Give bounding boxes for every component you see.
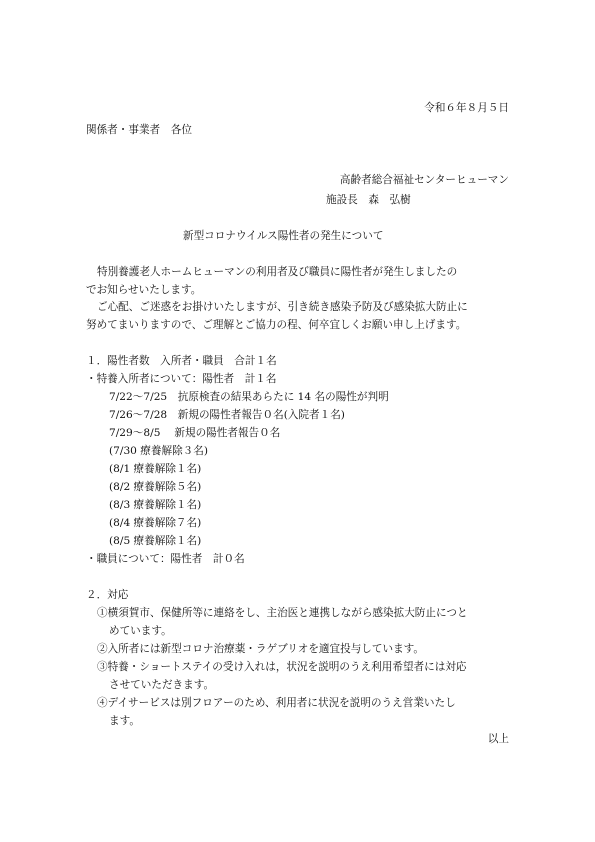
timeline-item: 7/29〜8/5 新規の陽性者報告０名 (109, 427, 281, 439)
response-item: ①横須賀市、保健所等に連絡をし、主治医と連携しながら感染拡大防止につと (97, 607, 468, 619)
release-item: (8/1 療養解除１名) (109, 463, 202, 475)
document-title: 新型コロナウイルス陽性者の発生について (183, 230, 384, 242)
sender-organization: 高齢者総合福祉センターヒューマン (339, 174, 509, 186)
timeline-item: 7/26〜7/28 新規の陽性者報告０名(入院者１名) (109, 409, 345, 421)
response-item: ④デイサービスは別フロアーのため、利用者に状況を説明のうえ営業いたし (97, 697, 456, 709)
response-item-continuation: させていただきます。 (109, 679, 215, 691)
release-item: (8/2 療養解除５名) (109, 481, 202, 493)
section2-heading: ２．対応 (86, 589, 129, 601)
response-item: ③特養・ショートステイの受け入れは，状況を説明のうえ利用希望者には対応 (97, 661, 467, 673)
response-item: ②入所者には新型コロナ治療薬・ラゲブリオを適宜投与しています。 (97, 643, 425, 655)
intro-line-4: 努めてまいりますので、ご理解とご協力の程、何卒宜しくお願い申し上げます。 (86, 319, 467, 331)
closing-remark: 以上 (487, 733, 509, 745)
response-item-continuation: めています。 (109, 625, 172, 637)
sender-director: 施設長 森 弘樹 (326, 194, 411, 206)
addressee: 関係者・事業者 各位 (86, 124, 192, 136)
release-item: (7/30 療養解除３名) (109, 445, 208, 457)
timeline-item: 7/22〜7/25 抗原検査の結果あらたに 14 名の陽性が判明 (109, 391, 389, 403)
staff-heading: ・職員について：陽性者 計０名 (86, 553, 245, 565)
release-item: (8/4 療養解除７名) (109, 517, 202, 529)
release-item: (8/3 療養解除１名) (109, 499, 202, 511)
intro-line-2: でお知らせいたします。 (86, 284, 202, 296)
intro-line-3: ご心配、ご迷惑をお掛けいたしますが、引き続き感染予防及び感染拡大防止に (97, 301, 468, 313)
intro-line-1: 特別養護老人ホームヒューマンの利用者及び職員に陽性者が発生しましたの (97, 266, 458, 278)
response-item-continuation: ます。 (109, 715, 140, 727)
release-item: (8/5 療養解除１名) (109, 535, 202, 547)
document-date: 令和６年８月５日 (424, 102, 509, 114)
tokuyou-heading: ・特養入所者について：陽性者 計１名 (86, 373, 277, 385)
section1-heading: １．陽性者数 入所者・職員 合計１名 (86, 355, 277, 367)
